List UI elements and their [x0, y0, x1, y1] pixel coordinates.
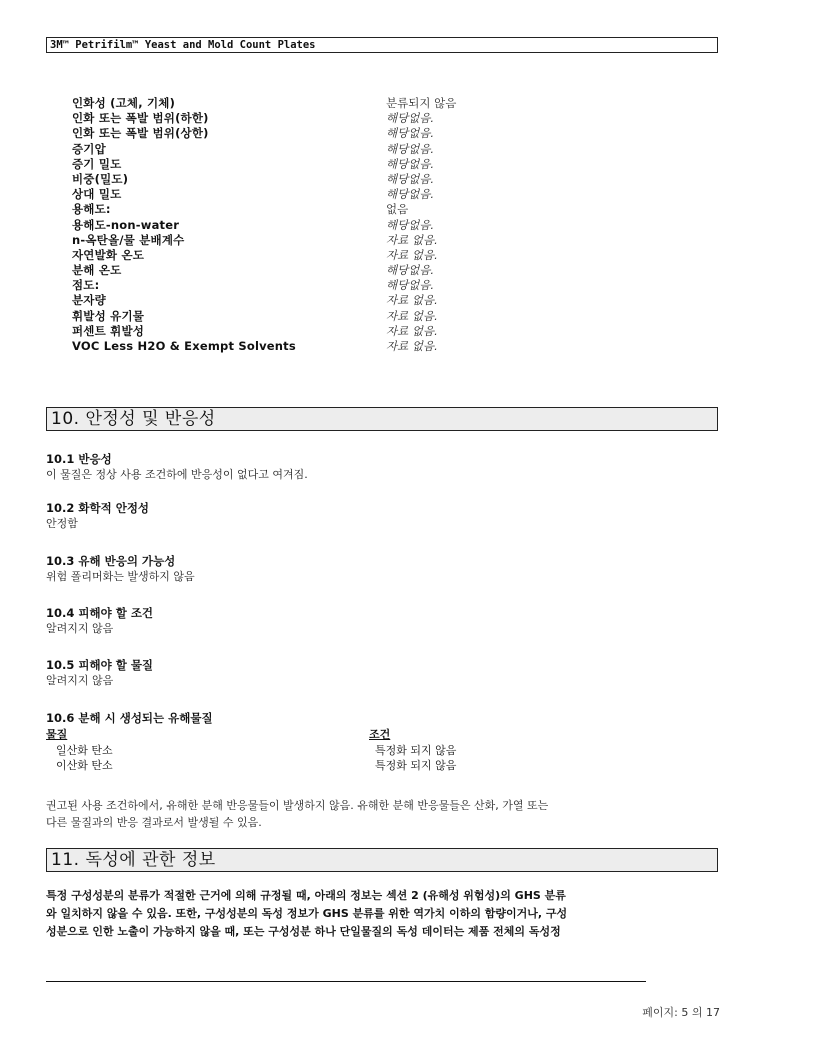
property-label: 분자량 — [72, 293, 106, 308]
property-value: 해당없음. — [386, 141, 435, 156]
footer-divider — [46, 981, 646, 982]
property-row — [72, 309, 692, 324]
property-row — [72, 142, 692, 157]
subsection-title: 10.4 피해야 할 조건 — [46, 606, 154, 620]
section-11-title: 11. 독성에 관한 정보 — [51, 850, 216, 870]
property-row — [72, 339, 692, 354]
table-row — [46, 743, 606, 759]
subsection-title: 10.1 반응성 — [46, 452, 112, 466]
note-line: 다른 물질과의 반응 결과로서 발생될 수 있음. — [46, 816, 262, 829]
section-11-heading — [46, 848, 718, 872]
section-11-intro — [46, 887, 721, 941]
property-value: 분류되지 않음 — [386, 96, 457, 110]
property-value: 자료 없음. — [386, 339, 438, 353]
condition-cell: 특정화 되지 않음 — [375, 759, 457, 772]
section-10-heading — [46, 407, 718, 431]
subsection-body: 위험 폴리머화는 발생하지 않음 — [46, 570, 195, 583]
property-label: 자연발화 온도 — [72, 247, 145, 262]
note-line: 권고된 사용 조건하에서, 유해한 분해 반응물들이 발생하지 않음. 유해한 분해 반응물들은 산화, 가열 또는 — [46, 799, 549, 812]
section-10-title: 10. 안정성 및 반응성 — [51, 409, 216, 429]
property-row — [72, 126, 692, 141]
intro-line: 와 일치하지 않을 수 있음. 또한, 구성성분의 독성 정보가 GHS 분류를 위한 역가치 이하의 함량이거나, 구성 — [46, 907, 568, 920]
property-value: 자료 없음. — [386, 308, 438, 323]
decomposition-note — [46, 797, 721, 831]
condition-cell: 특정화 되지 않음 — [375, 743, 457, 757]
property-label: 용해도-non-water — [72, 217, 180, 232]
property-value: 자료 없음. — [386, 247, 438, 262]
subsection-body: 알려지지 않음 — [46, 674, 114, 687]
subsection-10-6 — [46, 711, 726, 726]
decomposition-table — [46, 727, 606, 774]
property-label: 용해도: — [72, 202, 111, 217]
property-value: 해당없음. — [386, 187, 435, 202]
intro-line: 성분으로 인한 노출이 가능하지 않을 때, 또는 구성성분 하나 단일물질의 독성 데이터는 제품 전체의 독성정 — [46, 925, 561, 938]
page-number: 페이지: 5 의 17 — [642, 1006, 720, 1019]
property-row — [72, 263, 692, 278]
physical-properties-list — [72, 96, 692, 354]
property-row — [72, 172, 692, 187]
property-label: 비중(밀도) — [72, 171, 129, 186]
property-row — [72, 324, 692, 339]
column-header-condition: 조건 — [369, 728, 391, 741]
property-label: 증기압 — [72, 141, 106, 156]
table-header-row — [46, 727, 606, 743]
document-header — [46, 37, 718, 53]
subsection-title: 10.2 화학적 안정성 — [46, 501, 150, 515]
property-value: 자료 없음. — [386, 232, 438, 247]
property-value: 해당없음. — [386, 263, 435, 278]
property-row — [72, 157, 692, 172]
property-label: VOC Less H2O & Exempt Solvents — [72, 339, 296, 353]
property-value: 없음 — [386, 202, 409, 217]
table-row — [46, 758, 606, 774]
property-value: 해당없음. — [386, 156, 435, 171]
property-label: 휘발성 유기물 — [72, 308, 145, 323]
property-label: n-옥탄올/물 분배계수 — [72, 232, 185, 247]
property-row — [72, 111, 692, 126]
property-value: 해당없음. — [386, 278, 435, 293]
property-row — [72, 96, 692, 111]
property-label: 상대 밀도 — [72, 187, 122, 202]
property-label: 인화 또는 폭발 범위(하한) — [72, 111, 209, 126]
property-row — [72, 293, 692, 308]
property-label: 분해 온도 — [72, 263, 122, 278]
subsection-10-1 — [46, 452, 726, 482]
property-row — [72, 278, 692, 293]
subsection-10-4 — [46, 606, 726, 636]
property-label: 증기 밀도 — [72, 156, 122, 171]
substance-cell: 이산화 탄소 — [56, 759, 113, 772]
property-value: 해당없음. — [386, 126, 435, 141]
property-row — [72, 233, 692, 248]
subsection-10-5 — [46, 658, 726, 688]
column-header-substance: 물질 — [46, 728, 68, 741]
property-value: 해당없음. — [386, 111, 435, 126]
substance-cell: 일산화 탄소 — [56, 743, 113, 757]
property-label: 인화성 (고체, 기체) — [72, 96, 176, 110]
property-value: 해당없음. — [386, 217, 435, 232]
subsection-body: 이 물질은 정상 사용 조건하에 반응성이 없다고 여겨짐. — [46, 468, 308, 481]
property-row — [72, 218, 692, 233]
property-row — [72, 248, 692, 263]
property-label: 퍼센트 휘발성 — [72, 323, 145, 338]
property-label: 인화 또는 폭발 범위(상한) — [72, 126, 209, 141]
property-label: 점도: — [72, 278, 100, 293]
subsection-10-2 — [46, 501, 726, 531]
property-value: 자료 없음. — [386, 323, 438, 338]
product-title: 3M™ Petrifilm™ Yeast and Mold Count Plates — [50, 39, 316, 51]
property-row — [72, 187, 692, 202]
property-value: 자료 없음. — [386, 293, 438, 308]
subsection-title: 10.5 피해야 할 물질 — [46, 658, 154, 672]
subsection-title: 10.3 유해 반응의 가능성 — [46, 554, 176, 568]
subsection-body: 알려지지 않음 — [46, 622, 114, 635]
intro-line: 특정 구성성분의 분류가 적절한 근거에 의해 규정될 때, 아래의 정보는 섹션 2 (유해성 위험성)의 GHS 분류 — [46, 889, 566, 902]
property-row — [72, 202, 692, 217]
subsection-10-3 — [46, 554, 726, 584]
subsection-body: 안정함 — [46, 517, 78, 530]
subsection-title: 10.6 분해 시 생성되는 유해물질 — [46, 711, 213, 725]
property-value: 해당없음. — [386, 171, 435, 186]
